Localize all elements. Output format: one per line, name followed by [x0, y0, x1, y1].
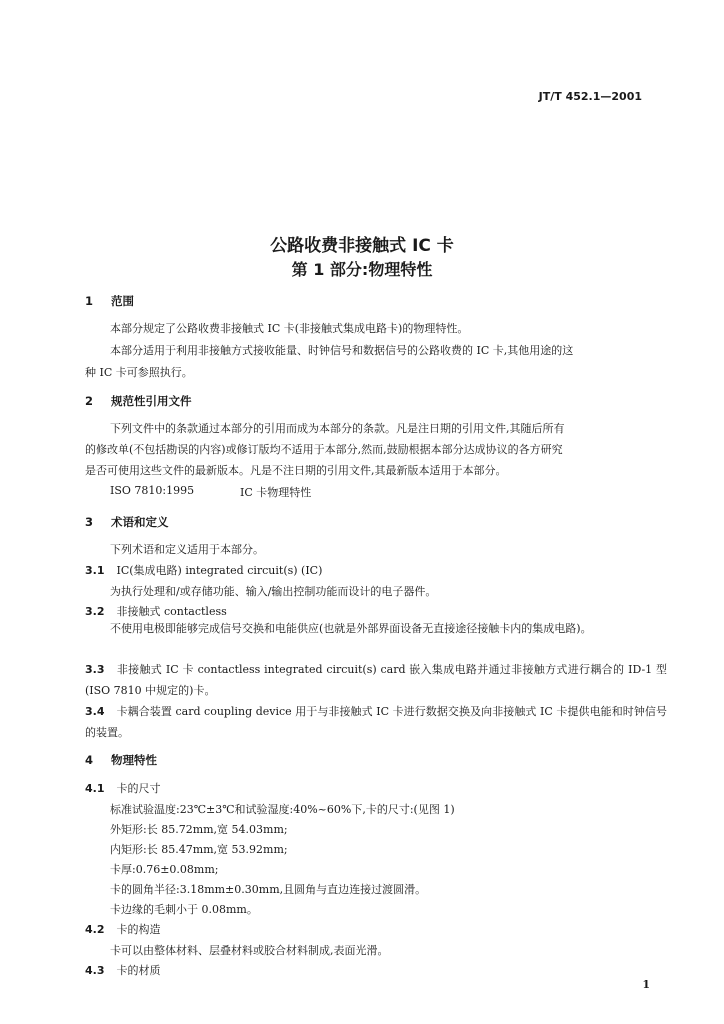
subsection-number: 4.2 [85, 923, 105, 936]
section-2-heading [85, 393, 192, 409]
card-thickness-line: 卡厚:0.76±0.08mm; [110, 863, 219, 876]
subsection-4-1-heading: 4.1 卡的尺寸 [85, 782, 161, 795]
section-2-paragraph-line-1: 下列文件中的条款通过本部分的引用而成为本部分的条款。凡是注日期的引用文件,其随后所有 [110, 422, 565, 435]
section-2-paragraph-line-2: 的修改单(不包括勘误的内容)或修订版均不适用于本部分,然而,鼓励根据本部分达成协议的各方研究 [85, 443, 563, 456]
page-number: 1 [642, 978, 650, 991]
subsection-4-2-heading: 4.2 卡的构造 [85, 923, 161, 936]
standard-number: JT/T 452.1—2001 [538, 90, 642, 103]
section-1-heading [85, 293, 134, 309]
section-4-heading [85, 752, 157, 768]
definition-3-2-term: 3.2 非接触式 contactless [85, 605, 227, 618]
section-1-paragraph-1: 本部分规定了公路收费非接触式 IC 卡(非接触式集成电路卡)的物理特性。 [110, 322, 469, 335]
section-number: 2 [85, 394, 94, 408]
document-subtitle: 第 1 部分:物理特性 [291, 260, 433, 279]
section-1-paragraph-2: 本部分适用于利用非接触方式接收能量、时钟信号和数据信号的公路收费的 IC 卡,其他用途的这 [110, 344, 574, 357]
subsection-number: 4.1 [85, 782, 105, 795]
test-conditions-line: 标准试验温度:23℃±3℃和试验湿度:40%~60%下,卡的尺寸:(见图 1) [110, 803, 455, 816]
reference-code: ISO 7810:1995 [110, 484, 195, 497]
card-construction-line: 卡可以由整体材料、层叠材料或胶合材料制成,表面光滑。 [110, 944, 389, 957]
edge-burr-line: 卡边缘的毛刺小于 0.08mm。 [110, 903, 258, 916]
section-2-paragraph-line-3: 是否可使用这些文件的最新版本。凡是不注日期的引用文件,其最新版本适用于本部分。 [85, 464, 507, 477]
section-1-paragraph-2-cont: 种 IC 卡可参照执行。 [85, 366, 193, 379]
definition-number: 3.1 [85, 564, 105, 577]
definition-3-4: 3.4 卡耦合装置 card coupling device 用于与非接触式 IC 卡进行数据交换及向非接触式 IC 卡提供电能和时钟信号的装置。 [85, 705, 667, 739]
section-title: 范围 [111, 294, 134, 308]
definition-number: 3.3 [85, 663, 105, 676]
outer-rectangle-line: 外矩形:长 85.72mm,宽 54.03mm; [110, 823, 288, 836]
section-3-heading [85, 514, 169, 530]
reference-title: IC 卡物理特性 [240, 486, 312, 499]
definition-3-2-text: 不使用电极即能够完成信号交换和电能供应(也就是外部界面设备无直接途径接触卡内的集成电路)。 [110, 622, 592, 635]
inner-rectangle-line: 内矩形:长 85.47mm,宽 53.92mm; [110, 843, 288, 856]
subsection-number: 4.3 [85, 964, 105, 977]
section-title: 物理特性 [111, 753, 157, 767]
corner-radius-line: 卡的圆角半径:3.18mm±0.30mm,且圆角与直边连接过渡圆滑。 [110, 883, 427, 896]
definition-number: 3.4 [85, 705, 105, 718]
definition-3-1-term: 3.1 IC(集成电路) integrated circuit(s) (IC) [85, 564, 323, 577]
definition-number: 3.2 [85, 605, 105, 618]
section-3-intro: 下列术语和定义适用于本部分。 [110, 543, 264, 556]
definition-3-1-text: 为执行处理和/或存储功能、输入/输出控制功能而设计的电子器件。 [110, 585, 437, 598]
section-title: 术语和定义 [111, 515, 169, 529]
subsection-4-3-heading: 4.3 卡的材质 [85, 964, 161, 977]
definition-3-3: 3.3 非接触式 IC 卡 contactless integrated circuit(s) card 嵌入集成电路并通过非接触方式进行耦合的 ID-1 型(ISO 7810 中规定的)卡。 [85, 663, 667, 697]
document-title: 公路收费非接触式 IC 卡 [270, 236, 454, 256]
section-number: 1 [85, 294, 94, 308]
section-title: 规范性引用文件 [111, 394, 192, 408]
section-number: 3 [85, 515, 94, 529]
section-number: 4 [85, 753, 94, 767]
